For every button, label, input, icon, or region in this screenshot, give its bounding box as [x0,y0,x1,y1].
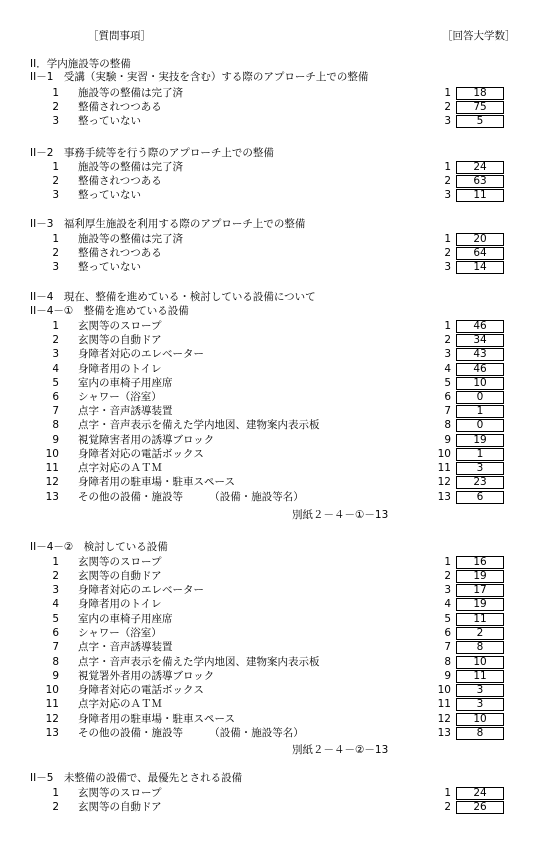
answer-count-box: 24 [456,161,504,174]
section-heading: II－3 福利厚生施設を利用する際のアプローチ上での整備 [30,218,306,230]
item-number: 4 [52,598,59,610]
answer-count-box: 20 [456,233,504,246]
item-label: 点字・音声表示を備えた学内地図、建物案内表示板 [78,656,320,668]
answer-code: 4 [444,598,451,610]
item-label: 室内の車椅子用座席 [78,377,173,389]
answer-code: 13 [437,727,451,739]
answer-count-box: 3 [456,684,504,697]
answer-code: 2 [444,101,451,113]
answer-count-box: 46 [456,363,504,376]
item-number: 8 [52,419,59,431]
answer-count-box: 19 [456,598,504,611]
answer-count-box: 1 [456,448,504,461]
answer-code: 1 [444,161,451,173]
answer-code: 2 [444,334,451,346]
answer-code: 7 [444,641,451,653]
item-number: 1 [52,87,59,99]
answer-count-box: 26 [456,801,504,814]
item-label: 施設等の整備は完了済 [78,233,183,245]
answer-count-box: 16 [456,556,504,569]
answer-count-box: 23 [456,476,504,489]
item-label: 整っていない [78,261,141,273]
answer-count-box: 1 [456,405,504,418]
item-label: 視覚障害者用の誘導ブロック [78,434,215,446]
item-number: 11 [45,698,59,710]
item-label: 玄関等の自動ドア [78,334,162,346]
attachment-reference: 別紙２－４－①－13 [292,509,389,521]
answer-code: 3 [444,115,451,127]
item-number: 1 [52,233,59,245]
item-number: 6 [52,627,59,639]
answer-code: 10 [437,448,451,460]
item-label: 点字・音声誘導装置 [78,641,173,653]
item-number: 7 [52,641,59,653]
answer-code: 2 [444,801,451,813]
answer-count-box: 10 [456,377,504,390]
item-label: 身障者用の駐車場・駐車スペース [78,476,235,488]
answer-code: 9 [444,670,451,682]
answer-code: 10 [437,684,451,696]
answer-code: 6 [444,391,451,403]
answer-count-box: 6 [456,491,504,504]
item-number: 3 [52,115,59,127]
answer-code: 8 [444,419,451,431]
item-label: 整備されつつある [78,175,162,187]
section-title: II．学内施設等の整備 [30,58,131,70]
item-label: 室内の車椅子用座席 [78,613,173,625]
item-label: 玄関等のスロープ [78,320,162,332]
item-number: 10 [45,448,59,460]
answer-code: 12 [437,713,451,725]
item-label: 整っていない [78,115,141,127]
attachment-reference: 別紙２－４－②－13 [292,744,389,756]
subsection-heading: II－4－① 整備を進めている設備 [30,305,189,317]
answer-code: 5 [444,377,451,389]
answer-count-box: 5 [456,115,504,128]
answer-code: 1 [444,87,451,99]
item-label: 身障者対応の電話ボックス [78,684,204,696]
item-number: 13 [45,727,59,739]
section-heading: II－2 事務手続等を行う際のアプローチ上での整備 [30,147,274,159]
answer-count-box: 3 [456,462,504,475]
item-number: 1 [52,320,59,332]
item-label: 玄関等の自動ドア [78,801,162,813]
answer-code: 3 [444,189,451,201]
answer-code: 6 [444,627,451,639]
answer-count-box: 10 [456,656,504,669]
subsection-heading: II－4－② 検討している設備 [30,541,168,553]
answer-count-box: 8 [456,727,504,740]
item-number: 9 [52,670,59,682]
answer-code: 9 [444,434,451,446]
item-number: 2 [52,334,59,346]
answer-count-box: 43 [456,348,504,361]
item-label: 身障者対応のエレベーター [78,584,204,596]
answer-count-box: 75 [456,101,504,114]
answer-count-box: 0 [456,419,504,432]
item-number: 5 [52,613,59,625]
item-label: 視覚署外者用の誘導ブロック [78,670,215,682]
item-number: 1 [52,161,59,173]
answer-count-box: 24 [456,787,504,800]
item-label: 身障者用のトイレ [78,363,162,375]
item-number: 2 [52,101,59,113]
answer-code: 1 [444,233,451,245]
answer-count-box: 63 [456,175,504,188]
item-label: 点字対応のＡＴＭ [78,462,162,474]
item-number: 8 [52,656,59,668]
answer-code: 3 [444,348,451,360]
item-label: 玄関等のスロープ [78,787,162,799]
answer-code: 8 [444,656,451,668]
item-label: 点字対応のＡＴＭ [78,698,162,710]
answer-count-box: 11 [456,189,504,202]
item-label: その他の設備・施設等 （設備・施設等名） [78,491,304,503]
item-label: 身障者対応の電話ボックス [78,448,204,460]
answer-code: 2 [444,570,451,582]
answer-count-box: 3 [456,698,504,711]
answer-code: 5 [444,613,451,625]
item-number: 2 [52,570,59,582]
answer-count-box: 14 [456,261,504,274]
item-number: 2 [52,175,59,187]
answer-code: 1 [444,320,451,332]
answer-code: 3 [444,584,451,596]
item-label: 点字・音声表示を備えた学内地図、建物案内表示板 [78,419,320,431]
answer-code: 11 [437,462,451,474]
item-number: 1 [52,556,59,568]
answer-code: 11 [437,698,451,710]
item-label: 整備されつつある [78,247,162,259]
item-number: 11 [45,462,59,474]
item-number: 13 [45,491,59,503]
item-number: 1 [52,787,59,799]
item-number: 2 [52,247,59,259]
item-number: 2 [52,801,59,813]
answer-count-box: 17 [456,584,504,597]
answer-count-box: 11 [456,670,504,683]
answer-count-box: 11 [456,613,504,626]
item-number: 12 [45,713,59,725]
answer-code: 12 [437,476,451,488]
answer-count-box: 19 [456,570,504,583]
answer-code: 7 [444,405,451,417]
item-label: 身障者対応のエレベーター [78,348,204,360]
item-number: 3 [52,348,59,360]
item-number: 3 [52,584,59,596]
item-label: 玄関等の自動ドア [78,570,162,582]
answer-code: 3 [444,261,451,273]
item-label: 点字・音声誘導装置 [78,405,173,417]
item-number: 12 [45,476,59,488]
answer-count-box: 46 [456,320,504,333]
answer-count-box: 0 [456,391,504,404]
answer-count-box: 10 [456,713,504,726]
item-label: その他の設備・施設等 （設備・施設等名） [78,727,304,739]
answer-code: 4 [444,363,451,375]
item-number: 10 [45,684,59,696]
item-label: シャワー（浴室） [78,627,162,639]
answer-count-box: 8 [456,641,504,654]
item-number: 9 [52,434,59,446]
item-label: 玄関等のスロープ [78,556,162,568]
header-answer-label: ［回答大学数］ [442,30,516,42]
item-label: 整っていない [78,189,141,201]
item-number: 7 [52,405,59,417]
item-label: 整備されつつある [78,101,162,113]
item-number: 3 [52,189,59,201]
answer-code: 2 [444,175,451,187]
answer-code: 1 [444,787,451,799]
answer-count-box: 64 [456,247,504,260]
item-number: 5 [52,377,59,389]
header-question-label: ［質問事項］ [88,30,151,42]
item-label: 身障者用のトイレ [78,598,162,610]
item-label: 施設等の整備は完了済 [78,87,183,99]
item-number: 6 [52,391,59,403]
item-label: シャワー（浴室） [78,391,162,403]
item-label: 身障者用の駐車場・駐車スペース [78,713,235,725]
section-heading: II－1 受講（実験・実習・実技を含む）する際のアプローチ上での整備 [30,71,369,83]
section-heading: II－4 現在、整備を進めている・検討している設備について [30,291,316,303]
answer-code: 13 [437,491,451,503]
answer-count-box: 34 [456,334,504,347]
answer-count-box: 2 [456,627,504,640]
answer-code: 2 [444,247,451,259]
item-number: 3 [52,261,59,273]
answer-code: 1 [444,556,451,568]
section-heading: II－5 未整備の設備で、最優先とされる設備 [30,772,243,784]
answer-count-box: 18 [456,87,504,100]
answer-count-box: 19 [456,434,504,447]
item-label: 施設等の整備は完了済 [78,161,183,173]
item-number: 4 [52,363,59,375]
